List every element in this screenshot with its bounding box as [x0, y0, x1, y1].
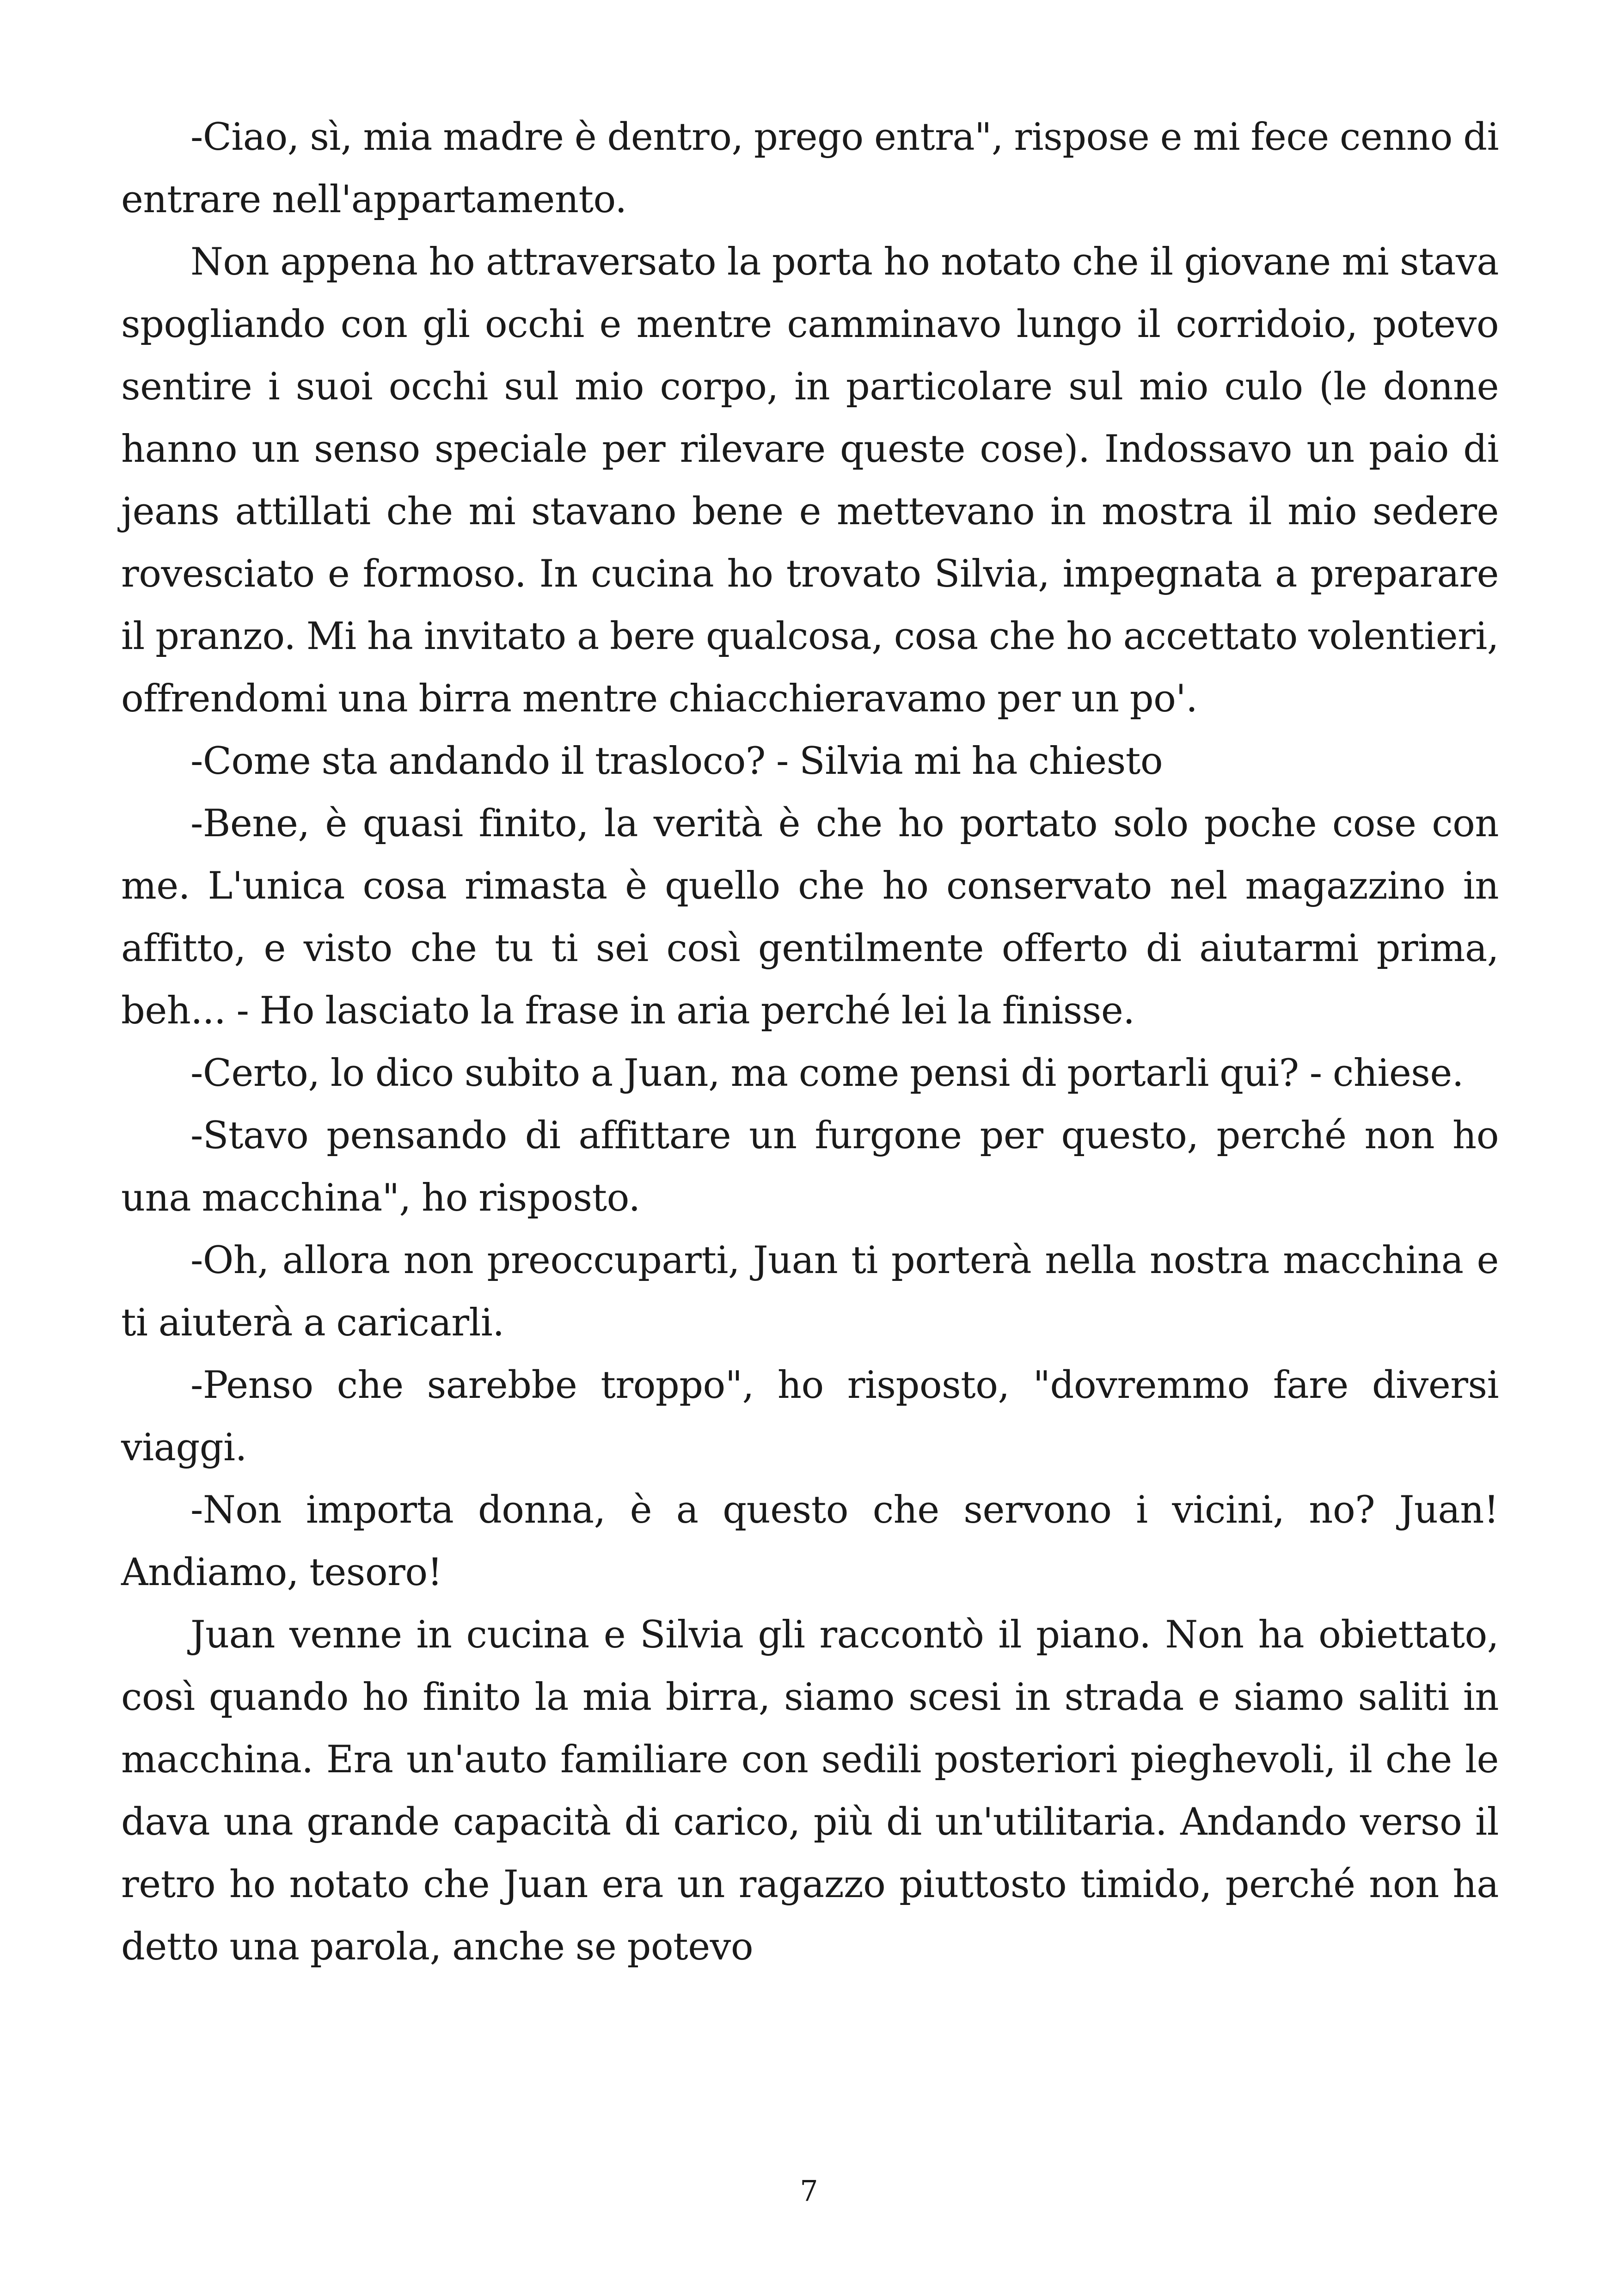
paragraph: -Certo, lo dico subito a Juan, ma come pensi di portarli qui? - chiese. [190, 1052, 1464, 1095]
paragraph: Juan venne in cucina e Silvia gli raccontò il piano. Non ha obiettato, così quando ho finito la mia birra, siamo scesi in strada e siamo saliti in macchina. Era un'auto familiare con sedili posteriori pieghevoli, il che le dava una grande capacità di carico, più di un'utilitaria. Andando verso il retro ho notato che Juan era un ragazzo piuttosto timido, perché non ha detto una parola, anche se potevo [121, 1613, 1499, 1969]
paragraph: -Bene, è quasi finito, la verità è che ho portato solo poche cose con me. L'unica cosa rimasta è quello che ho conservato nel magazzino in affitto, e visto che tu ti sei così gentilmente offerto di aiutarmi prima, beh... - Ho lasciato la frase in aria perché lei la finisse. [121, 802, 1499, 1033]
paragraph: -Ciao, sì, mia madre è dentro, prego entra", rispose e mi fece cenno di entrare nell'appartamento. [121, 116, 1499, 221]
paragraph: Non appena ho attraversato la porta ho notato che il giovane mi stava spogliando con gli occhi e mentre camminavo lungo il corridoio, potevo sentire i suoi occhi sul mio corpo, in particolare sul mio culo (le donne hanno un senso speciale per rilevare queste cose). Indossavo un paio di jeans attillati che mi stavano bene e mettevano in mostra il mio sedere rovesciato e formoso. In cucina ho trovato Silvia, impegnata a preparare il pranzo. Mi ha invitato a bere qualcosa, cosa che ho accettato volentieri, offrendomi una birra mentre chiacchieravamo per un po'. [121, 240, 1499, 721]
paragraph: -Non importa donna, è a questo che servono i vicini, no? Juan! Andiamo, tesoro! [121, 1488, 1499, 1594]
page-number: 7 [800, 2174, 818, 2208]
page-body [121, 106, 1499, 1978]
paragraph: -Stavo pensando di affittare un furgone per questo, perché non ho una macchina", ho risposto. [121, 1114, 1499, 1220]
paragraph: -Come sta andando il trasloco? - Silvia mi ha chiesto [190, 740, 1163, 783]
paragraph: -Oh, allora non preoccuparti, Juan ti porterà nella nostra macchina e ti aiuterà a caricarli. [121, 1239, 1499, 1345]
paragraph: -Penso che sarebbe troppo", ho risposto, "dovremmo fare diversi viaggi. [121, 1364, 1499, 1469]
